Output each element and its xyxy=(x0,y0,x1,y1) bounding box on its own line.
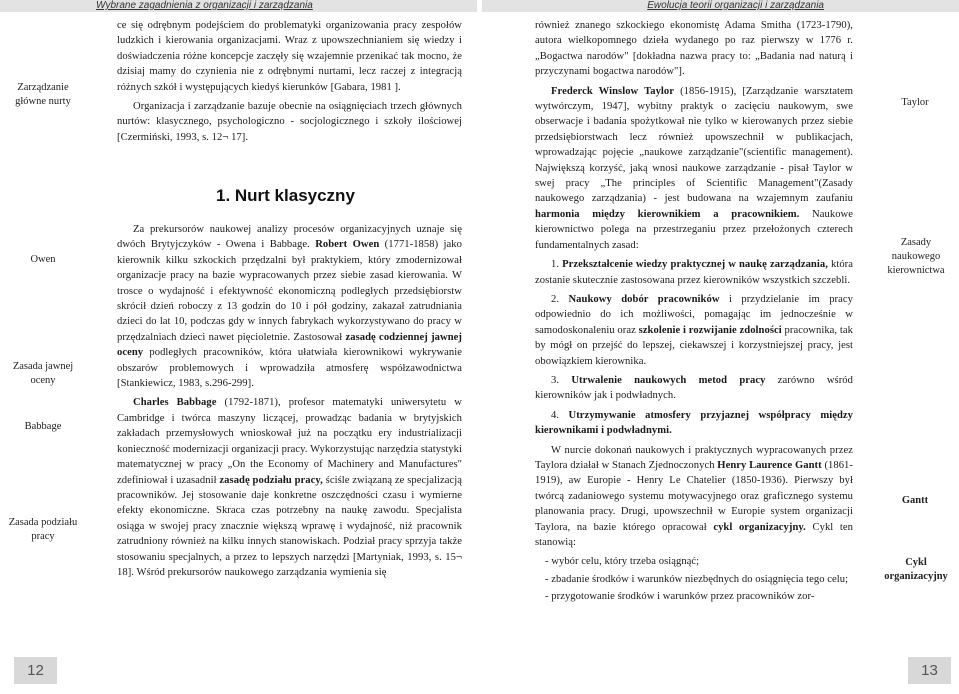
list-item-2: 2. Naukowy dobór pracowników i przydzielanie im pracy odpowiednio do ich możliwości, pomagając im jednocześnie w samodoskonaleniu oraz szkolenie i rozwijanie zdolności pracownika, tak by mógł on przejść do lepszej, ciekawszej i korzystniejszej pracy, jest obowiązkiem kierownika. xyxy=(535,293,853,367)
margin-note-glowne-nurty: Zarządzanie główne nurty xyxy=(15,82,71,107)
name-babbage: Charles Babbage xyxy=(133,397,217,409)
dash-item-3: - przygotowanie środków i warunków przez pracowników zor- xyxy=(545,591,815,603)
margin-note-babbage: Babbage xyxy=(24,421,62,432)
paragraph-intro: ce się odrębnym podejściem do problematyki organizowania pracy zespołów ludzkich i kierowania organizacjami. Wraz z upowszechnianiem się wiedzy i doświadczenia różne koncepcje zaczęły się wzajemnie przenikać tak mocno, że dzisiaj mamy do czynienia nie z odrębnymi nurtami, lecz raczej z integracją różnych szkół i występujących kiedyś kierunków [Gabara, 1981 ]. xyxy=(117,20,462,93)
margin-note-owen: Owen xyxy=(30,254,56,265)
margin-note-gantt: Gantt xyxy=(901,495,929,506)
term-jawna-ocena: zasadę codziennej jawnej oceny xyxy=(117,331,462,359)
dash-item-2: - zbadanie środków i warunków niezbędnych do osiągnięcia tego celu; xyxy=(545,573,849,585)
left-header-title: Wybrane zagadnienia z organizacji i zarządzania xyxy=(96,0,313,11)
list-item-3: 3. Utrwalenie naukowych metod pracy zarówno wśród kierowników jak i podwładnych. xyxy=(535,374,853,402)
right-page-header xyxy=(482,0,959,12)
page-number-left: 12 xyxy=(14,657,57,684)
margin-note-taylor: Taylor xyxy=(901,97,929,108)
margin-note-cykl-organizacyjny: Cykl organizacyjny xyxy=(884,557,948,582)
paragraph-gantt: W nurcie dokonań naukowych i praktycznych wypracowanych przez Taylora działał w Stanach Zjednoczonych Henry Laurence Gantt (1861-1919), aw Europie - Henry Le Chatelier (1850-1936). Pierwszy był twórcą zadaniowego systemu motywacyjnego oraz graficznego systemu planowania pracy. Drugi, upowszechnił w Europie system organizacji Taylora, na bazie którego opracował cykl organizacyjny. Cykl ten stanowią: xyxy=(535,444,854,548)
name-taylor: Frederck Winslow Taylor xyxy=(551,85,675,97)
name-owen: Robert Owen xyxy=(315,239,380,251)
paragraph-smith: również znanego szkockiego ekonomistę Adama Smitha (1723-1790), autora wielkopomnego dzieła wydanego po raz pierwszy w 1776 r. „Bogactwa narodów" [dokładna nazwa pracy to: „Badania nad naturą i przyczynami bogactwa narodów"]. xyxy=(535,20,853,78)
margin-note-podzial-pracy: Zasada podziału pracy xyxy=(8,517,78,542)
term-harmonia: harmonia między kierownikiem a pracownikiem. xyxy=(535,208,800,220)
paragraph-nurty: Organizacja i zarządzanie bazuje obecnie na osiągnięciach trzech głównych nurtów: klasycznego, psychologiczno - socjologicznego i szkoły ilościowej [Czermiński, 1993, s. 12¬ 17]. xyxy=(117,101,462,143)
left-page-header xyxy=(0,0,477,12)
list-item-1: 1. Przekształcenie wiedzy praktycznej w naukę zarządzania, która zostanie skutecznie zastosowana przez kierowników wszystkich szczebli. xyxy=(535,259,853,286)
name-gantt: Henry Laurence Gantt xyxy=(717,459,822,471)
term-cykl: cykl organizacyjny. xyxy=(713,521,806,533)
margin-note-zasady-kierownictwa: Zasady naukowego kierownictwa xyxy=(887,237,945,276)
left-column-body xyxy=(117,222,462,584)
left-column-intro xyxy=(117,18,462,149)
term-podzial-pracy: zasadę podziału pracy, xyxy=(219,474,323,486)
right-header-title: Ewolucja teorii organizacji i zarządzania xyxy=(647,0,824,11)
list-item-4: 4. Utrzymywanie atmosfery przyjaznej współpracy między kierownikami i podwładnymi. xyxy=(535,409,853,437)
right-column xyxy=(535,18,853,607)
margin-note-jawna-ocena: Zasada jawnej oceny xyxy=(12,361,74,386)
paragraph-owen: Za prekursorów naukowej analizy procesów organizacyjnych uznaje się dwóch Brytyjczyków - Owena i Babbage. Robert Owen (1771-1858) jako kierownik kilku szkockich przędzalni był praktykiem, który zmodernizował organizacje pracy na bazie wypracowanych przez siebie zasad kierowania. W trosce o wydajność i efektywność ekonomiczną podległych przedsiębiorstw skrócił dzień roboczy z 13 godzin do 10 i pół godziny, zakazał zatrudniania dzieci do lat 10, podczas gdy w innych fabrykach wykorzystywano do pracy w przędzalniach dzieci nawet pięcioletnie. Zastosował zasadę codziennej jawnej oceny podległych pracowników, która ułatwiała kierownikowi wykrywanie obszarów problemowych i wprowadziła atmosferę współzawodnictwa [Stankiewicz, 1983, s.296-299]. xyxy=(117,224,462,390)
paragraph-babbage: Charles Babbage (1792-1871), profesor matematyki uniwersytetu w Cambridge i twórca maszyny liczącej, prowadząc badania w brytyjskich zakładach przemysłowych wnioskował już na początku ery industrializacji konieczność modernizacji organizacji pracy. Wykorzystując narzędzia statystyki matematycznej w pracy „On the Economy of Machinery and Manufactures" zdefiniował i uzasadnił zasadę podziału pracy, ściśle związaną ze specjalizacją pracowników. Jej stosowanie daje konkretne oszczędności czasu i wymierne efekty ekonomiczne. Skraca czas potrzebny na naukę zawodu. Specjalista osiąga w swojej pracy znacznie większą wprawę i wydajność, niż pracownik zatrudniony również na kilku innych stanowiskach. Podział pracy sprzyja także stosowaniu specjalnych, a przez to lepszych narzędzi [Martyniak, 1993, s. 15¬ 18]. Wśród prekursorów naukowego zarządzania wymienia się xyxy=(117,397,462,578)
page-number-right: 13 xyxy=(908,657,951,684)
dash-item-1: - wybór celu, który trzeba osiągnąć; xyxy=(545,556,700,568)
section-title: 1. Nurt klasyczny xyxy=(216,186,355,205)
paragraph-taylor: Frederck Winslow Taylor (1856-1915), [Zarządzanie warsztatem wytwórczym, 1947], wybitny praktyk o zacięciu naukowym, swe obserwacje i badania spożytkował nie tylko w kierowanych przez siebie przedsiębiorstwach lecz również upowszechnił w publikacjach, wprowadzając pojęcie „naukowe zarządzanie"(scientific management). Największą korzyść, jaką wnosi naukowe zarządzanie - pisał Taylor w swej pracy „The principles of Scientific Management"(Zasady naukowego zarządzania) - jest budowana na wzajemnym zaufaniu harmonia między kierownikiem a pracownikiem. Naukowe kierownictwo polega na przestrzeganiu przez przełożonych czterech fundamentalnych zasad: xyxy=(535,85,853,251)
